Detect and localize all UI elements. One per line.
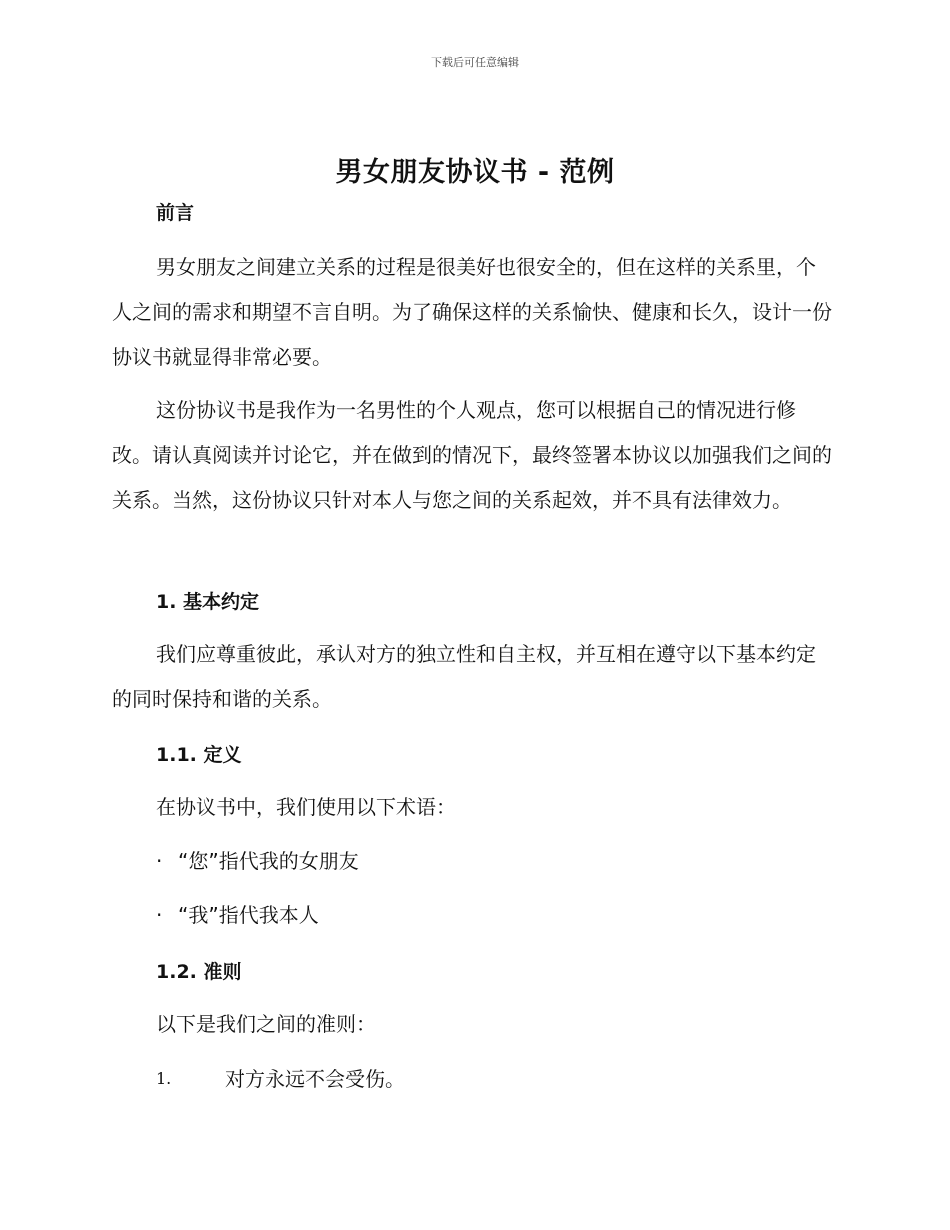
list-item xyxy=(156,846,359,876)
header-note: 下载后可任意编辑 xyxy=(431,56,519,69)
section-1-paragraph: 我们应尊重彼此，承认对方的独立性和自主权，并互相在遵守以下基本约定的同时保持和谐的关系。 xyxy=(112,642,816,711)
rules-intro: 以下是我们之间的准则： xyxy=(156,1012,376,1036)
preface-paragraph-1: 男女朋友之间建立关系的过程是很美好也很安全的，但在这样的关系里，个人之间的需求和期望不言自明。为了确保这样的关系愉快、健康和长久，设计一份协议书就显得非常必要。 xyxy=(112,255,832,369)
list-item-number: 1. xyxy=(156,1069,172,1088)
preface-heading: 前言 xyxy=(156,202,195,224)
bullet-symbol: · xyxy=(156,903,163,927)
section-1-2-heading: 1.2. 准则 xyxy=(156,961,242,983)
document-title: 男女朋友协议书 - 范例 xyxy=(335,157,615,188)
preface-paragraph-2: 这份协议书是我作为一名男性的个人观点，您可以根据自己的情况进行修改。请认真阅读并讨论它，并在做到的情况下，最终签署本协议以加强我们之间的关系。当然，这份协议只针对本人与您之间的关系起效，并不具有法律效力。 xyxy=(112,398,832,512)
bullet-text: “我”指代我本人 xyxy=(178,903,319,927)
list-item xyxy=(156,900,319,930)
list-item-text: 对方永远不会受伤。 xyxy=(225,1067,405,1091)
section-1-heading: 1. 基本约定 xyxy=(156,591,260,613)
definition-intro: 在协议书中，我们使用以下术语： xyxy=(156,795,456,819)
section-1-1-heading: 1.1. 定义 xyxy=(156,744,242,766)
bullet-text: “您”指代我的女朋友 xyxy=(178,849,359,873)
bullet-symbol: · xyxy=(156,849,163,873)
